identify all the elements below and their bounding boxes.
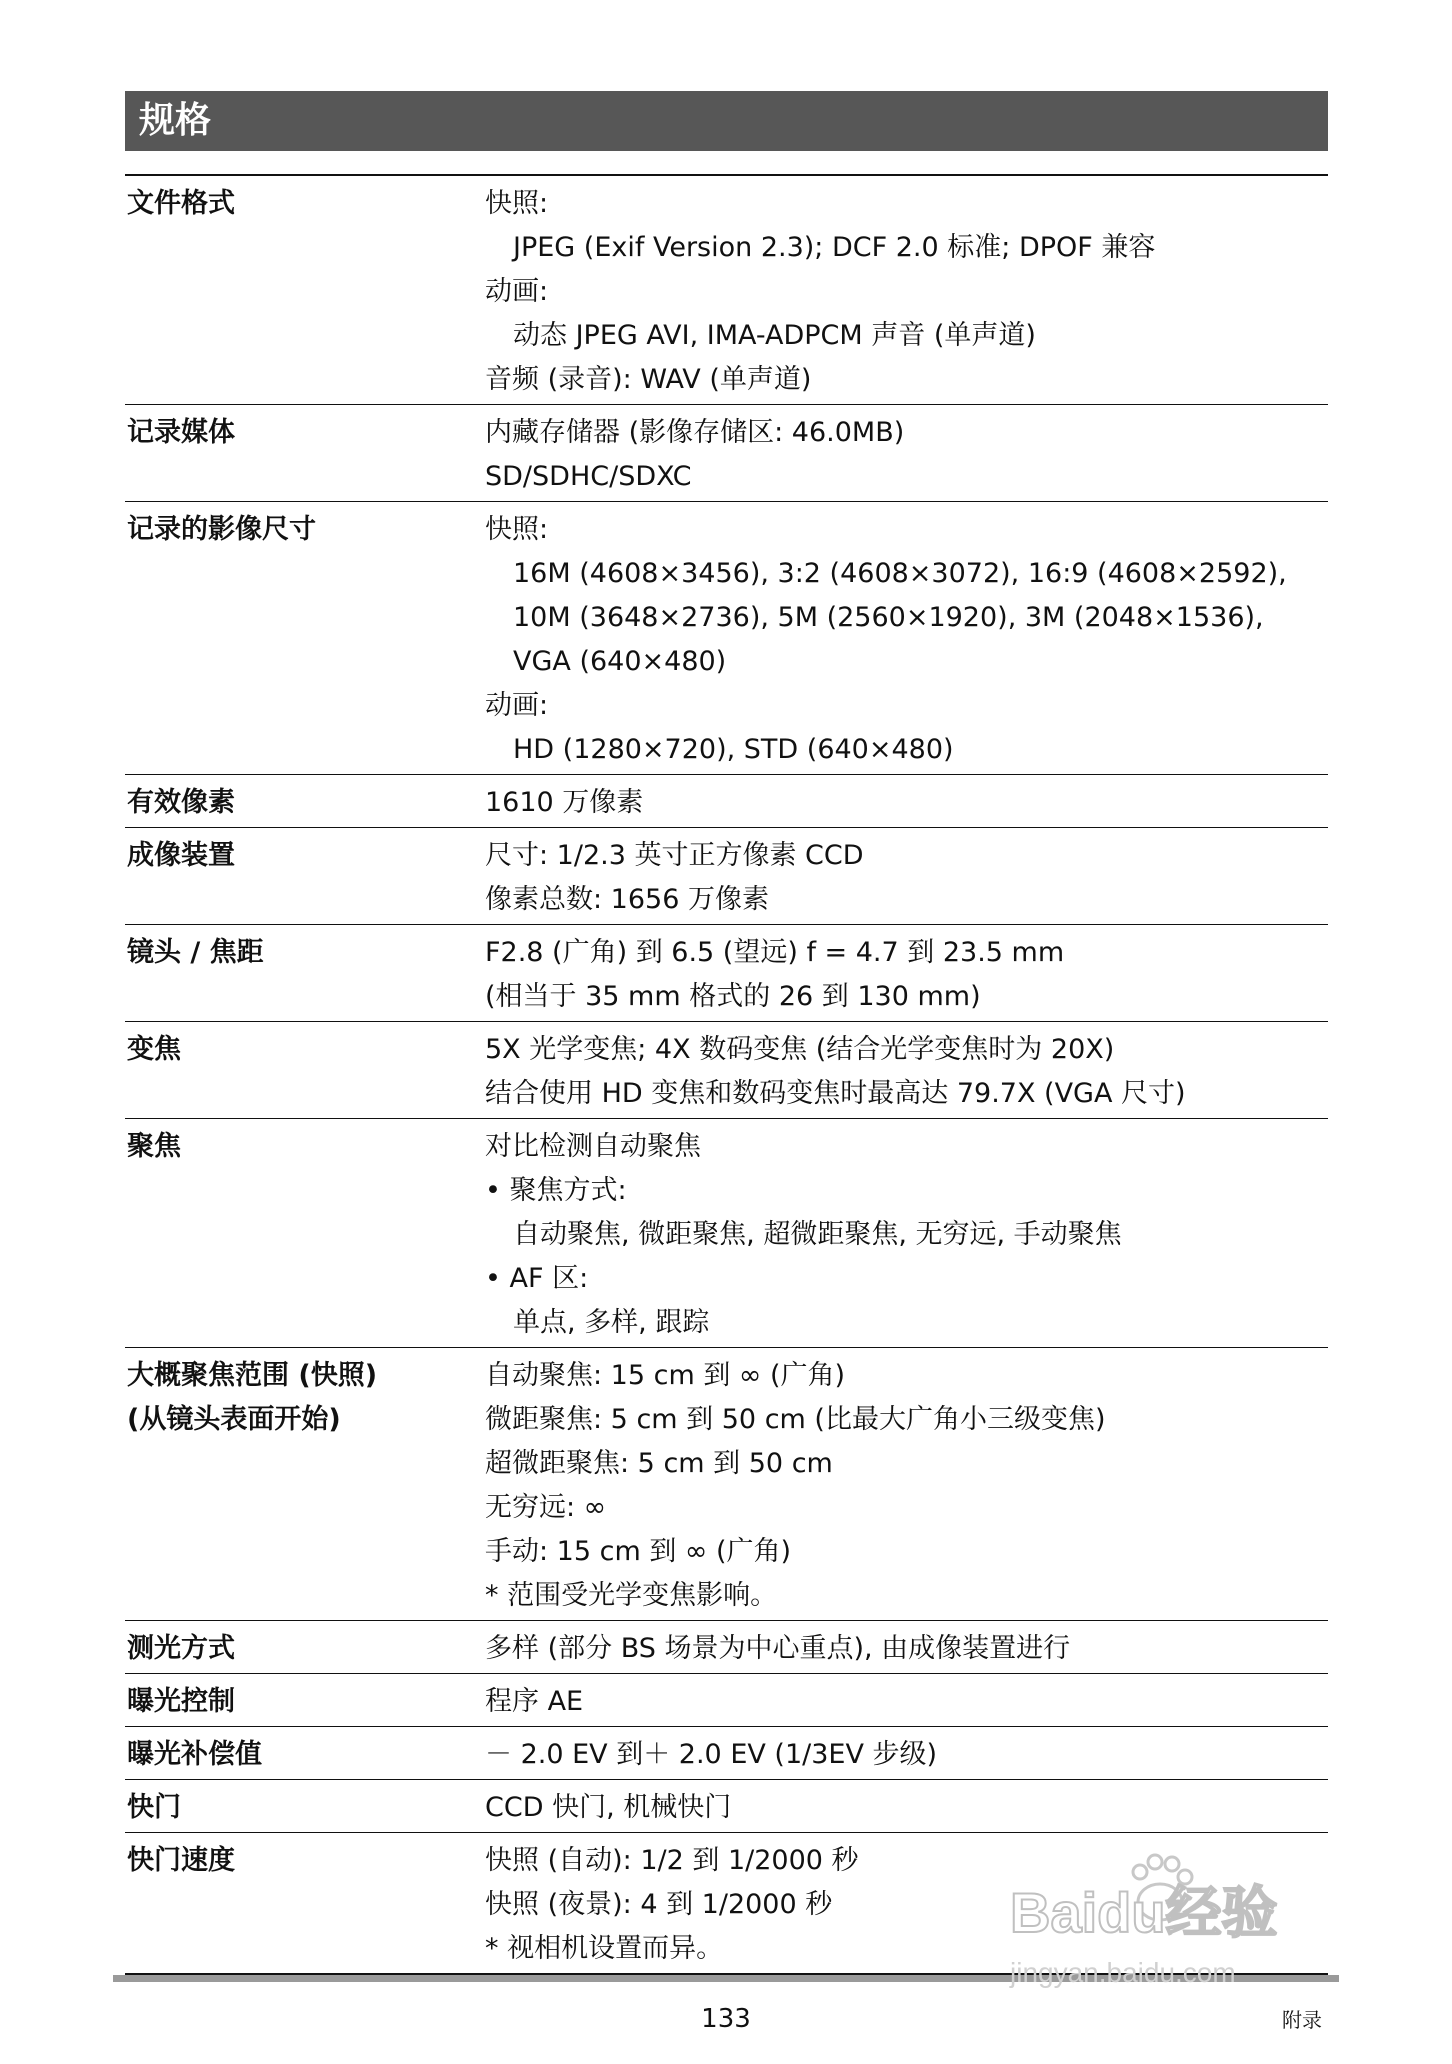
spec-label-line: 曝光补偿值: [127, 1739, 262, 1770]
spec-value-line: 快照 (自动): 1/2 到 1/2000 秒: [485, 1845, 859, 1876]
spec-label: [125, 1786, 485, 1830]
spec-label: [125, 1839, 485, 1971]
spec-label: [125, 1627, 485, 1671]
spec-values: [485, 1733, 1328, 1777]
spec-value-line: 内藏存储器 (影像存储区: 46.0MB): [485, 417, 905, 448]
spec-row: [125, 176, 1328, 404]
spec-value-line: 自动聚焦, 微距聚焦, 超微距聚焦, 无穷远, 手动聚焦: [513, 1219, 1122, 1250]
page-title: 规格: [125, 91, 1328, 151]
spec-value-line: 音频 (录音): WAV (单声道): [485, 364, 812, 395]
footer-divider: [113, 1975, 1339, 1982]
spec-values: [485, 1028, 1328, 1116]
spec-values: [485, 1680, 1328, 1724]
spec-value-line: 像素总数: 1656 万像素: [485, 884, 769, 915]
spec-value-line: • 聚焦方式:: [485, 1175, 627, 1206]
watermark-brand: Baidu经验: [1010, 1881, 1278, 1944]
spec-label: [125, 411, 485, 499]
spec-label: [125, 931, 485, 1019]
spec-label: [125, 781, 485, 825]
spec-value-line: 16M (4608×3456), 3:2 (4608×3072), 16:9 (4608×2592),: [513, 558, 1287, 589]
spec-value-line: • AF 区:: [485, 1263, 589, 1294]
spec-values: [485, 834, 1328, 922]
spec-value-line: 结合使用 HD 变焦和数码变焦时最高达 79.7X (VGA 尺寸): [485, 1078, 1186, 1109]
spec-value-line: CCD 快门, 机械快门: [485, 1792, 732, 1823]
spec-label-line: 记录的影像尺寸: [127, 514, 316, 545]
spec-values: [485, 411, 1328, 499]
page-number: 133: [701, 2004, 751, 2034]
spec-values: [485, 931, 1328, 1019]
spec-value-line: － 2.0 EV 到＋ 2.0 EV (1/3EV 步级): [485, 1739, 938, 1770]
spec-values: [485, 1839, 1328, 1971]
spec-label-line: 快门速度: [127, 1845, 235, 1876]
spec-value-line: SD/SDHC/SDXC: [485, 461, 692, 492]
spec-row: [125, 1673, 1328, 1726]
spec-value-line: 动态 JPEG AVI, IMA-ADPCM 声音 (单声道): [513, 320, 1036, 351]
spec-value-line: 快照:: [485, 188, 549, 219]
spec-value-line: HD (1280×720), STD (640×480): [513, 734, 954, 765]
spec-label: [125, 182, 485, 402]
spec-value-line: 无穷远: ∞: [485, 1492, 607, 1523]
spec-value-line: 微距聚焦: 5 cm 到 50 cm (比最大广角小三级变焦): [485, 1404, 1106, 1435]
spec-row: [125, 1832, 1328, 1973]
spec-value-line: 快照:: [485, 514, 549, 545]
spec-value-line: 动画:: [485, 690, 549, 721]
spec-values: [485, 781, 1328, 825]
spec-value-line: * 范围受光学变焦影响。: [485, 1580, 778, 1611]
spec-label: [125, 508, 485, 772]
spec-value-line: 5X 光学变焦; 4X 数码变焦 (结合光学变焦时为 20X): [485, 1034, 1115, 1065]
spec-values: [485, 1354, 1328, 1618]
spec-values: [485, 1786, 1328, 1830]
spec-label: [125, 1028, 485, 1116]
spec-label-line: 有效像素: [127, 787, 235, 818]
section-label: 附录: [1282, 2008, 1322, 2032]
spec-value-line: 动画:: [485, 276, 549, 307]
spec-label-line: 记录媒体: [127, 417, 235, 448]
spec-label-line: 镜头 / 焦距: [127, 937, 264, 968]
spec-values: [485, 1125, 1328, 1345]
spec-row: [125, 501, 1328, 774]
spec-label: [125, 1680, 485, 1724]
spec-value-line: 快照 (夜景): 4 到 1/2000 秒: [485, 1889, 833, 1920]
spec-value-line: JPEG (Exif Version 2.3); DCF 2.0 标准; DPOF 兼容: [513, 232, 1156, 263]
spec-label-line: 成像装置: [127, 840, 235, 871]
spec-label-line: 测光方式: [127, 1633, 235, 1664]
spec-label-line: 文件格式: [127, 188, 235, 219]
spec-values: [485, 508, 1328, 772]
spec-value-line: F2.8 (广角) 到 6.5 (望远) f = 4.7 到 23.5 mm: [485, 937, 1065, 968]
spec-row: [125, 1779, 1328, 1832]
spec-label: [125, 1354, 485, 1618]
spec-label-line: 大概聚焦范围 (快照): [127, 1360, 378, 1391]
spec-value-line: 自动聚焦: 15 cm 到 ∞ (广角): [485, 1360, 846, 1391]
spec-table: [125, 174, 1328, 1975]
spec-value-line: 尺寸: 1/2.3 英寸正方像素 CCD: [485, 840, 864, 871]
spec-value-line: 1610 万像素: [485, 787, 644, 818]
spec-row: [125, 404, 1328, 501]
spec-label: [125, 834, 485, 922]
spec-row: [125, 1118, 1328, 1347]
spec-row: [125, 774, 1328, 827]
spec-row: [125, 1021, 1328, 1118]
spec-label-line: 聚焦: [127, 1131, 181, 1162]
spec-values: [485, 1627, 1328, 1671]
spec-value-line: VGA (640×480): [513, 646, 727, 677]
spec-value-line: 多样 (部分 BS 场景为中心重点), 由成像装置进行: [485, 1633, 1071, 1664]
spec-value-line: (相当于 35 mm 格式的 26 到 130 mm): [485, 981, 981, 1012]
spec-row: [125, 827, 1328, 924]
spec-label-line: 变焦: [127, 1034, 181, 1065]
spec-value-line: * 视相机设置而异。: [485, 1933, 724, 1964]
spec-label-line: 快门: [127, 1792, 181, 1823]
watermark-url: jingyan.baidu.com: [1010, 1957, 1236, 1988]
spec-values: [485, 182, 1328, 402]
spec-row: [125, 1347, 1328, 1620]
spec-row: [125, 924, 1328, 1021]
spec-value-line: 超微距聚焦: 5 cm 到 50 cm: [485, 1448, 833, 1479]
spec-label: [125, 1125, 485, 1345]
spec-row: [125, 1620, 1328, 1673]
spec-row: [125, 1726, 1328, 1779]
spec-value-line: 10M (3648×2736), 5M (2560×1920), 3M (2048×1536),: [513, 602, 1264, 633]
spec-label: [125, 1733, 485, 1777]
spec-value-line: 程序 AE: [485, 1686, 584, 1717]
spec-value-line: 手动: 15 cm 到 ∞ (广角): [485, 1536, 792, 1567]
spec-label-line: 曝光控制: [127, 1686, 235, 1717]
spec-value-line: 单点, 多样, 跟踪: [513, 1307, 710, 1338]
spec-label-line: (从镜头表面开始): [127, 1404, 341, 1435]
spec-value-line: 对比检测自动聚焦: [485, 1131, 701, 1162]
